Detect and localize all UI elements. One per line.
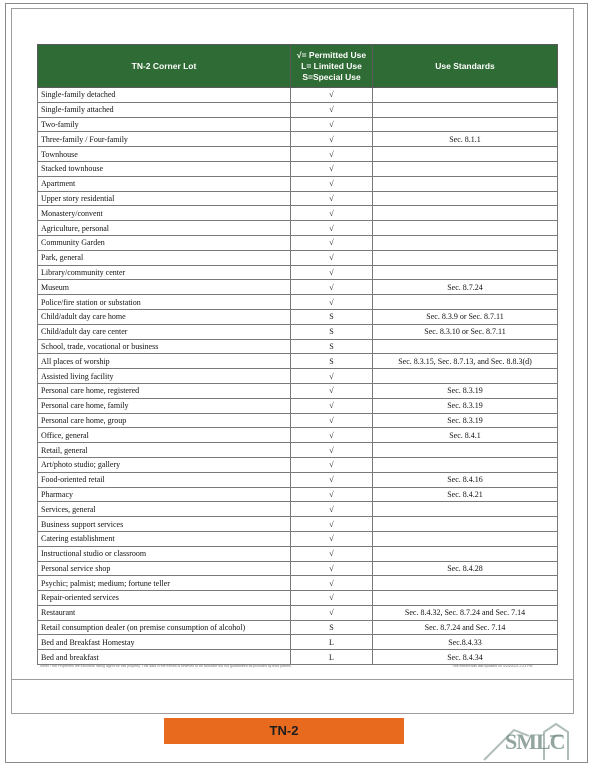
cell-permitted: √ (291, 235, 373, 250)
cell-use: Pharmacy (38, 487, 291, 502)
cell-use: School, trade, vocational or business (38, 339, 291, 354)
cell-use-standard: Sec. 8.7.24 (373, 280, 558, 295)
cell-use: Stacked townhouse (38, 161, 291, 176)
cell-use-standard (373, 265, 558, 280)
cell-use: Personal care home, registered (38, 383, 291, 398)
cell-permitted: √ (291, 265, 373, 280)
cell-use-standard: Sec. 8.4.32, Sec. 8.7.24 and Sec. 7.14 (373, 605, 558, 620)
cell-permitted: S (291, 309, 373, 324)
cell-use-standard: Sec. 8.1.1 (373, 132, 558, 147)
cell-use: Agriculture, personal (38, 221, 291, 236)
cell-use: Services, general (38, 502, 291, 517)
cell-permitted: √ (291, 487, 373, 502)
table-row (38, 324, 558, 339)
zoning-use-table (37, 44, 558, 665)
cell-use-standard: Sec. 8.3.9 or Sec. 8.7.11 (373, 309, 558, 324)
table-row (38, 576, 558, 591)
cell-use: Three-family / Four-family (38, 132, 291, 147)
logo-text: SMLC (505, 729, 565, 754)
cell-use-standard: Sec.8.4.33 (373, 635, 558, 650)
cell-use: Psychic; palmist; medium; fortune teller (38, 576, 291, 591)
cell-use: Office, general (38, 428, 291, 443)
cell-use-standard (373, 591, 558, 606)
table-row (38, 176, 558, 191)
table-row (38, 354, 558, 369)
zoning-table-container (37, 44, 557, 665)
cell-use-standard: Sec. 8.3.19 (373, 398, 558, 413)
table-row (38, 161, 558, 176)
cell-use: Single-family attached (38, 102, 291, 117)
table-row (38, 591, 558, 606)
cell-permitted: √ (291, 517, 373, 532)
cell-permitted: √ (291, 132, 373, 147)
cell-use-standard: Sec. 8.4.21 (373, 487, 558, 502)
table-row (38, 235, 558, 250)
header-permitted (291, 45, 373, 88)
cell-use: Child/adult day care home (38, 309, 291, 324)
table-row (38, 650, 558, 665)
table-body (38, 88, 558, 665)
cell-use-standard (373, 517, 558, 532)
cell-permitted: L (291, 650, 373, 665)
table-row (38, 88, 558, 103)
table-row (38, 428, 558, 443)
cell-permitted: √ (291, 457, 373, 472)
cell-permitted: √ (291, 147, 373, 162)
table-row (38, 443, 558, 458)
cell-use-standard: Sec. 8.3.10 or Sec. 8.7.11 (373, 324, 558, 339)
cell-use: Apartment (38, 176, 291, 191)
cell-use: Two-family (38, 117, 291, 132)
table-row (38, 132, 558, 147)
cell-use-standard (373, 221, 558, 236)
cell-use-standard (373, 206, 558, 221)
cell-use-standard (373, 88, 558, 103)
cell-use: All places of worship (38, 354, 291, 369)
cell-use: Bed and breakfast (38, 650, 291, 665)
cell-use-standard (373, 546, 558, 561)
table-row (38, 102, 558, 117)
table-row (38, 265, 558, 280)
cell-use-standard (373, 295, 558, 310)
cell-use: Instructional studio or classroom (38, 546, 291, 561)
cell-use: Repair-oriented services (38, 591, 291, 606)
cell-use: Assisted living facility (38, 369, 291, 384)
table-row (38, 546, 558, 561)
cell-use: Restaurant (38, 605, 291, 620)
cell-use: Park, general (38, 250, 291, 265)
cell-permitted: √ (291, 605, 373, 620)
cell-use: Personal care home, family (38, 398, 291, 413)
cell-permitted: √ (291, 250, 373, 265)
cell-use-standard (373, 339, 558, 354)
cell-use-standard (373, 576, 558, 591)
cell-use: Police/fire station or substation (38, 295, 291, 310)
cell-permitted: √ (291, 472, 373, 487)
cell-permitted: √ (291, 88, 373, 103)
cell-permitted: √ (291, 531, 373, 546)
cell-permitted: √ (291, 383, 373, 398)
cell-permitted: √ (291, 561, 373, 576)
table-row (38, 309, 558, 324)
cell-permitted: √ (291, 591, 373, 606)
table-row (38, 221, 558, 236)
cell-use-standard: Sec. 8.4.28 (373, 561, 558, 576)
cell-permitted: S (291, 354, 373, 369)
cell-permitted: L (291, 635, 373, 650)
cell-permitted: √ (291, 191, 373, 206)
table-row (38, 383, 558, 398)
cell-use-standard: Sec. 8.4.16 (373, 472, 558, 487)
table-row (38, 635, 558, 650)
table-row (38, 487, 558, 502)
cell-permitted: S (291, 324, 373, 339)
table-row (38, 295, 558, 310)
cell-use: Library/community center (38, 265, 291, 280)
cell-use-standard (373, 250, 558, 265)
table-row (38, 398, 558, 413)
cell-permitted: √ (291, 295, 373, 310)
cell-permitted: √ (291, 502, 373, 517)
table-header-row (38, 45, 558, 88)
cell-use: Child/adult day care center (38, 324, 291, 339)
table-row (38, 147, 558, 162)
cell-permitted: √ (291, 428, 373, 443)
cell-permitted: S (291, 339, 373, 354)
cell-use: Museum (38, 280, 291, 295)
footer-updated: This exhibit was last updated on 3/23/2023 2:23 PM (452, 664, 533, 668)
cell-use-standard (373, 457, 558, 472)
cell-use: Business support services (38, 517, 291, 532)
cell-use-standard: Sec. 8.4.34 (373, 650, 558, 665)
cell-permitted: √ (291, 206, 373, 221)
cell-use-standard (373, 117, 558, 132)
cell-permitted: √ (291, 398, 373, 413)
table-row (38, 206, 558, 221)
cell-use-standard (373, 176, 558, 191)
cell-use-standard (373, 161, 558, 176)
table-row (38, 369, 558, 384)
cell-permitted: √ (291, 576, 373, 591)
cell-permitted: √ (291, 161, 373, 176)
cell-use-standard (373, 191, 558, 206)
header-perm-line3: S=Special Use (302, 71, 361, 82)
cell-use: Personal service shop (38, 561, 291, 576)
cell-use: Single-family detached (38, 88, 291, 103)
header-use: TN-2 Corner Lot (38, 45, 291, 88)
cell-permitted: √ (291, 546, 373, 561)
table-row (38, 561, 558, 576)
header-perm-line2: L= Limited Use (301, 60, 362, 71)
table-row (38, 250, 558, 265)
table-row (38, 457, 558, 472)
sub-frame (11, 680, 574, 714)
cell-permitted: √ (291, 280, 373, 295)
cell-use-standard (373, 369, 558, 384)
cell-permitted: √ (291, 117, 373, 132)
table-row (38, 280, 558, 295)
cell-use: Art/photo studio; gallery (38, 457, 291, 472)
cell-permitted: √ (291, 369, 373, 384)
cell-use: Monastery/convent (38, 206, 291, 221)
cell-use-standard (373, 531, 558, 546)
cell-use-standard (373, 235, 558, 250)
cell-use: Bed and Breakfast Homestay (38, 635, 291, 650)
table-row (38, 191, 558, 206)
table-row (38, 531, 558, 546)
cell-use: Retail, general (38, 443, 291, 458)
cell-permitted: √ (291, 221, 373, 236)
cell-use: Personal care home, group (38, 413, 291, 428)
header-perm-line1: √= Permitted Use (296, 49, 367, 60)
table-row (38, 339, 558, 354)
table-row (38, 620, 558, 635)
table-row (38, 502, 558, 517)
footer-disclaimer: Seller Trott Properties the exclusive listing agent for this property. This data in the exhibit is believed to be accurate but not guaranteed as provided by third parties. (40, 664, 292, 668)
table-row (38, 472, 558, 487)
cell-use-standard: Sec. 8.4.1 (373, 428, 558, 443)
table-row (38, 413, 558, 428)
cell-permitted: √ (291, 102, 373, 117)
cell-use-standard: Sec. 8.7.24 and Sec. 7.14 (373, 620, 558, 635)
cell-use-standard (373, 502, 558, 517)
table-row (38, 517, 558, 532)
cell-use-standard: Sec. 8.3.19 (373, 383, 558, 398)
cell-use: Retail consumption dealer (on premise consumption of alcohol) (38, 620, 291, 635)
cell-permitted: √ (291, 413, 373, 428)
table-row (38, 117, 558, 132)
cell-permitted: √ (291, 443, 373, 458)
cell-use: Community Garden (38, 235, 291, 250)
cell-use-standard (373, 102, 558, 117)
cell-use-standard: Sec. 8.3.15, Sec. 8.7.13, and Sec. 8.8.3(d) (373, 354, 558, 369)
cell-use: Catering establishment (38, 531, 291, 546)
district-banner: TN-2 (164, 718, 404, 744)
header-use-standards: Use Standards (373, 45, 558, 88)
cell-use: Food-oriented retail (38, 472, 291, 487)
cell-use: Townhouse (38, 147, 291, 162)
cell-permitted: √ (291, 176, 373, 191)
cell-use-standard: Sec. 8.3.19 (373, 413, 558, 428)
cell-use-standard (373, 443, 558, 458)
cell-use-standard (373, 147, 558, 162)
cell-use: Upper story residential (38, 191, 291, 206)
table-row (38, 605, 558, 620)
cell-permitted: S (291, 620, 373, 635)
